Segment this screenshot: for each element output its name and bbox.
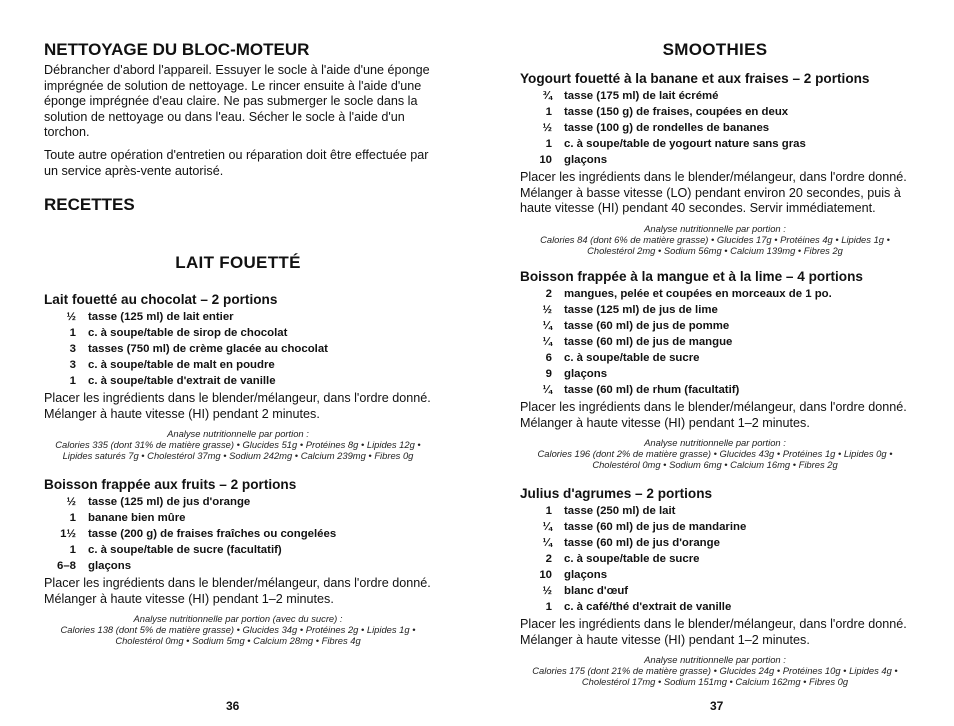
ingredient-row bbox=[520, 599, 910, 615]
recipe-title: Julius d'agrumes – 2 portions bbox=[520, 486, 713, 501]
ingredient-row bbox=[44, 325, 432, 341]
ingredient-quantity: ½ bbox=[542, 304, 552, 316]
ingredient-quantity: 3 bbox=[69, 343, 76, 355]
recipe-method: Placer les ingrédients dans le blender/mélangeur, dans l'ordre donné. Mélanger à haute vitesse (HI) pendant 1–2 minutes. bbox=[520, 617, 907, 647]
ingredient-quantity: 2 bbox=[545, 288, 552, 300]
ingredient-text: blanc d'œuf bbox=[564, 585, 629, 597]
ingredient-text: tasse (60 ml) de jus de mandarine bbox=[564, 521, 747, 533]
nutrition-line: Cholestérol 17mg • Sodium 151mg • Calcium 162mg • Fibres 0g bbox=[581, 676, 849, 687]
recipe-orange-julius bbox=[520, 485, 910, 687]
ingredient-list bbox=[520, 88, 910, 168]
ingredient-list bbox=[520, 503, 910, 615]
ingredient-row bbox=[520, 350, 910, 366]
ingredient-text: glaçons bbox=[564, 154, 608, 166]
ingredient-text: c. à soupe/table de sucre bbox=[564, 352, 700, 364]
recipe-method: Placer les ingrédients dans le blender/mélangeur, dans l'ordre donné. Mélanger à haute vitesse (HI) pendant 2 minutes. bbox=[44, 391, 431, 421]
ingredient-quantity: 1½ bbox=[60, 528, 76, 540]
recipe-method: Placer les ingrédients dans le blender/mélangeur, dans l'ordre donné. Mélanger à haute vitesse (HI) pendant 1–2 minutes. bbox=[44, 576, 431, 606]
ingredient-quantity: ½ bbox=[542, 122, 552, 134]
ingredient-quantity: 10 bbox=[539, 569, 552, 581]
ingredient-row bbox=[520, 583, 910, 599]
ingredient-text: c. à soupe/table de sucre bbox=[564, 553, 700, 565]
ingredient-text: glaçons bbox=[564, 569, 608, 581]
ingredient-row bbox=[520, 503, 910, 519]
ingredient-quantity: 1 bbox=[545, 601, 552, 613]
ingredient-row bbox=[520, 136, 910, 152]
ingredient-list bbox=[520, 286, 910, 398]
ingredient-quantity: ¼ bbox=[542, 537, 552, 549]
ingredient-text: c. à soupe/table de sirop de chocolat bbox=[88, 327, 288, 339]
ingredient-quantity: ¼ bbox=[542, 384, 552, 396]
ingredient-quantity: ½ bbox=[542, 585, 552, 597]
nutrition-analysis bbox=[44, 428, 432, 461]
ingredient-text: tasses (750 ml) de crème glacée au chocolat bbox=[88, 343, 328, 355]
ingredient-row bbox=[520, 366, 910, 382]
recipe-chocolate-milkshake bbox=[44, 291, 432, 461]
nutrition-title: Analyse nutritionnelle par portion : bbox=[167, 428, 309, 439]
ingredient-row bbox=[520, 88, 910, 104]
ingredient-row bbox=[520, 535, 910, 551]
ingredient-row bbox=[44, 357, 432, 373]
ingredient-quantity: 1 bbox=[69, 512, 76, 524]
ingredient-text: banane bien mûre bbox=[88, 512, 186, 524]
ingredient-quantity: ¾ bbox=[542, 90, 552, 102]
ingredient-row bbox=[520, 286, 910, 302]
ingredient-row bbox=[520, 519, 910, 535]
nutrition-line: Calories 196 (dont 2% de matière grasse) • Glucides 43g • Protéines 1g • Lipides 0g • bbox=[537, 448, 893, 459]
recipe-method: Placer les ingrédients dans le blender/mélangeur, dans l'ordre donné. Mélanger à basse vitesse (LO) pendant environ 20 secondes, puis à haute vitesse (HI) pendant 40 secondes. Servir immédiatement. bbox=[520, 170, 907, 215]
ingredient-text: tasse (200 g) de fraises fraîches ou congelées bbox=[88, 528, 337, 540]
ingredient-row bbox=[44, 309, 432, 325]
recipe-title: Boisson frappée aux fruits – 2 portions bbox=[44, 477, 297, 492]
ingredient-quantity: 1 bbox=[545, 106, 552, 118]
ingredient-text: glaçons bbox=[88, 560, 132, 572]
nutrition-analysis bbox=[520, 223, 910, 256]
ingredient-row bbox=[520, 567, 910, 583]
ingredient-row bbox=[520, 152, 910, 168]
recipe-fruit-smoothie bbox=[44, 476, 432, 646]
ingredient-text: glaçons bbox=[564, 368, 608, 380]
recipe-title: Lait fouetté au chocolat – 2 portions bbox=[44, 292, 278, 307]
nutrition-analysis bbox=[44, 613, 432, 646]
nutrition-line: Calories 138 (dont 5% de matière grasse) • Glucides 34g • Protéines 2g • Lipides 1g • bbox=[60, 624, 416, 635]
ingredient-quantity: 1 bbox=[69, 375, 76, 387]
ingredient-quantity: ¼ bbox=[542, 336, 552, 348]
nutrition-title: Analyse nutritionnelle par portion : bbox=[644, 222, 786, 234]
ingredient-text: c. à soupe/table de malt en poudre bbox=[88, 359, 275, 371]
ingredient-text: tasse (60 ml) de rhum (facultatif) bbox=[564, 384, 740, 396]
nutrition-analysis bbox=[520, 437, 910, 470]
ingredient-quantity: 1 bbox=[69, 544, 76, 556]
ingredient-row bbox=[44, 510, 432, 526]
ingredient-row bbox=[44, 494, 432, 510]
recipe-title: Yogourt fouetté à la banane et aux fraises – 2 portions bbox=[520, 71, 870, 86]
nutrition-analysis bbox=[520, 654, 910, 687]
ingredient-row bbox=[520, 551, 910, 567]
ingredient-text: tasse (60 ml) de jus de mangue bbox=[564, 336, 733, 348]
ingredient-quantity: 9 bbox=[545, 368, 552, 380]
ingredient-row bbox=[520, 334, 910, 350]
recipe-method: Placer les ingrédients dans le blender/mélangeur, dans l'ordre donné. Mélanger à haute vitesse (HI) pendant 1–2 minutes. bbox=[520, 400, 907, 430]
cleaning-heading: NETTOYAGE DU BLOC-MOTEUR bbox=[44, 40, 310, 59]
ingredient-row bbox=[520, 120, 910, 136]
ingredient-text: tasse (150 g) de fraises, coupées en deux bbox=[564, 106, 789, 118]
nutrition-line: Calories 175 (dont 21% de matière grasse) • Glucides 24g • Protéines 10g • Lipides 4g • bbox=[532, 665, 898, 676]
ingredient-quantity: 2 bbox=[545, 553, 552, 565]
ingredient-text: tasse (125 ml) de jus de lime bbox=[564, 304, 718, 316]
ingredient-text: c. à soupe/table d'extrait de vanille bbox=[88, 375, 276, 387]
nutrition-title: Analyse nutritionnelle par portion : bbox=[644, 437, 786, 448]
nutrition-title: Analyse nutritionnelle par portion (avec du sucre) : bbox=[133, 613, 343, 624]
ingredient-text: tasse (250 ml) de lait bbox=[564, 505, 676, 517]
ingredient-row bbox=[44, 558, 432, 574]
smoothies-heading: SMOOTHIES bbox=[662, 40, 768, 59]
ingredient-text: tasse (100 g) de rondelles de bananes bbox=[564, 122, 770, 134]
ingredient-row bbox=[44, 373, 432, 389]
ingredient-quantity: 6–8 bbox=[56, 560, 76, 572]
ingredient-quantity: ¼ bbox=[542, 521, 552, 533]
ingredient-quantity: 1 bbox=[545, 138, 552, 150]
ingredient-list bbox=[44, 494, 432, 574]
ingredient-row bbox=[44, 526, 432, 542]
cleaning-paragraph-1: Débrancher d'abord l'appareil. Essuyer le socle à l'aide d'une éponge imprégnée de solution de nettoyage. Le rincer ensuite à l'aide d'une éponge imprégnée d'eau claire. Ne pas submerger le socle dans la solution de nettoyage ou dans l'eau. Sécher le socle à l'aide d'un torchon. bbox=[44, 63, 430, 139]
nutrition-line: Cholestérol 0mg • Sodium 5mg • Calcium 28mg • Fibres 4g bbox=[115, 635, 361, 646]
recipe-mango-lime bbox=[520, 268, 910, 470]
ingredient-text: mangues, pelée et coupées en morceaux de 1 po. bbox=[564, 288, 832, 300]
page-number: 36 bbox=[226, 699, 240, 713]
ingredient-quantity: ½ bbox=[66, 311, 76, 323]
ingredient-quantity: 1 bbox=[545, 505, 552, 517]
ingredient-text: tasse (175 ml) de lait écrémé bbox=[564, 90, 719, 102]
recipe-banana-strawberry bbox=[520, 70, 910, 256]
ingredient-row bbox=[520, 382, 910, 398]
ingredient-quantity: 10 bbox=[539, 154, 552, 166]
ingredient-row bbox=[520, 104, 910, 120]
nutrition-line: Cholestérol 0mg • Sodium 6mg • Calcium 16mg • Fibres 2g bbox=[592, 459, 838, 470]
ingredient-text: c. à soupe/table de yogourt nature sans gras bbox=[564, 138, 806, 150]
nutrition-line: Calories 335 (dont 31% de matière grasse) • Glucides 51g • Protéines 8g • Lipides 12g • bbox=[55, 439, 421, 450]
cleaning-paragraph-2: Toute autre opération d'entretien ou réparation doit être effectuée par un service après-vente autorisé. bbox=[44, 148, 429, 178]
ingredient-quantity: 6 bbox=[545, 352, 552, 364]
ingredient-text: tasse (60 ml) de jus d'orange bbox=[564, 537, 720, 549]
recipe-title: Boisson frappée à la mangue et à la lime – 4 portions bbox=[520, 269, 863, 284]
nutrition-line: Cholestérol 2mg • Sodium 56mg • Calcium 139mg • Fibres 2g bbox=[587, 244, 843, 256]
nutrition-line: Calories 84 (dont 6% de matière grasse) • Glucides 17g • Protéines 4g • Lipides 1g • bbox=[540, 233, 890, 245]
ingredient-row bbox=[44, 542, 432, 558]
ingredient-text: tasse (60 ml) de jus de pomme bbox=[564, 320, 730, 332]
page-number: 37 bbox=[710, 699, 724, 713]
ingredient-list bbox=[44, 309, 432, 389]
recipes-heading: RECETTES bbox=[44, 195, 135, 214]
nutrition-title: Analyse nutritionnelle par portion : bbox=[644, 654, 786, 665]
ingredient-text: tasse (125 ml) de jus d'orange bbox=[88, 496, 251, 508]
ingredient-text: c. à café/thé d'extrait de vanille bbox=[564, 601, 732, 613]
ingredient-row bbox=[520, 302, 910, 318]
ingredient-quantity: ¼ bbox=[542, 320, 552, 332]
ingredient-row bbox=[44, 341, 432, 357]
ingredient-quantity: ½ bbox=[66, 496, 76, 508]
ingredient-row bbox=[520, 318, 910, 334]
ingredient-text: tasse (125 ml) de lait entier bbox=[88, 311, 234, 323]
ingredient-quantity: 1 bbox=[69, 327, 76, 339]
milkshake-heading: LAIT FOUETTÉ bbox=[175, 253, 301, 272]
nutrition-line: Lipides saturés 7g • Cholestérol 37mg • Sodium 242mg • Calcium 239mg • Fibres 0g bbox=[62, 450, 414, 461]
ingredient-text: c. à soupe/table de sucre (facultatif) bbox=[88, 544, 282, 556]
ingredient-quantity: 3 bbox=[69, 359, 76, 371]
